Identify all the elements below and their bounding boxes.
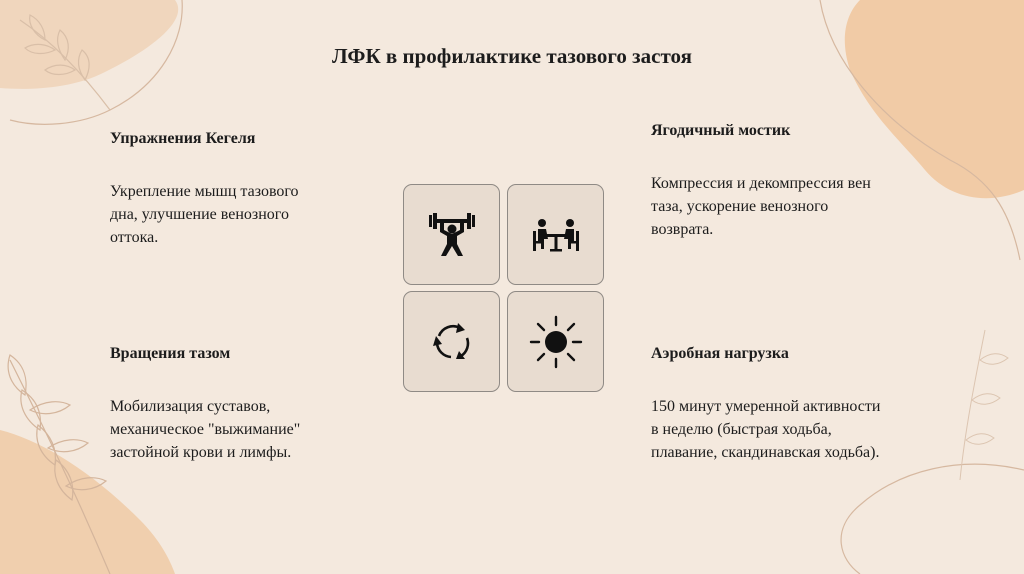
text-line: Компрессия и декомпрессия вен	[651, 175, 871, 192]
text-line: плавание, скандинавская ходьба).	[651, 444, 880, 461]
pelvic-rotation-description	[110, 395, 300, 464]
text-line: в неделю (быстрая ходьба,	[651, 421, 832, 438]
cycle-arrows-icon	[427, 317, 477, 367]
glute-bridge-heading: Ягодичный мостик	[651, 122, 791, 139]
tile-bottom-left	[403, 291, 500, 392]
text-line: возврата.	[651, 221, 714, 238]
text-line: 150 минут умеренной активности	[651, 398, 881, 415]
weightlifter-icon	[427, 210, 477, 260]
tile-top-left	[403, 184, 500, 285]
text-line: дна, улучшение венозного	[110, 206, 289, 223]
pelvic-rotation-heading: Вращения тазом	[110, 345, 231, 362]
aerobic-heading: Аэробная нагрузка	[651, 345, 789, 362]
blob-top-right	[845, 0, 1024, 198]
leaf-sprig-right	[960, 330, 1008, 480]
text-line: Укрепление мышц тазового	[110, 183, 299, 200]
tile-top-right	[507, 184, 604, 285]
tile-bottom-right	[507, 291, 604, 392]
text-line: застойной крови и лимфы.	[110, 444, 292, 461]
kegel-description	[110, 180, 299, 249]
outline-curve-bottom-right	[841, 464, 1024, 574]
slide-title: ЛФК в профилактике тазового застоя	[332, 44, 692, 68]
text-line: таза, ускорение венозного	[651, 198, 829, 215]
text-line: оттока.	[110, 229, 159, 246]
text-line: механическое "выжимание"	[110, 421, 301, 438]
aerobic-description	[651, 395, 880, 464]
glute-bridge-description	[651, 172, 871, 241]
sun-icon	[528, 314, 584, 370]
kegel-heading: Упражнения Кегеля	[110, 130, 256, 147]
people-at-table-icon	[529, 215, 583, 255]
text-line: Мобилизация суставов,	[110, 398, 271, 415]
